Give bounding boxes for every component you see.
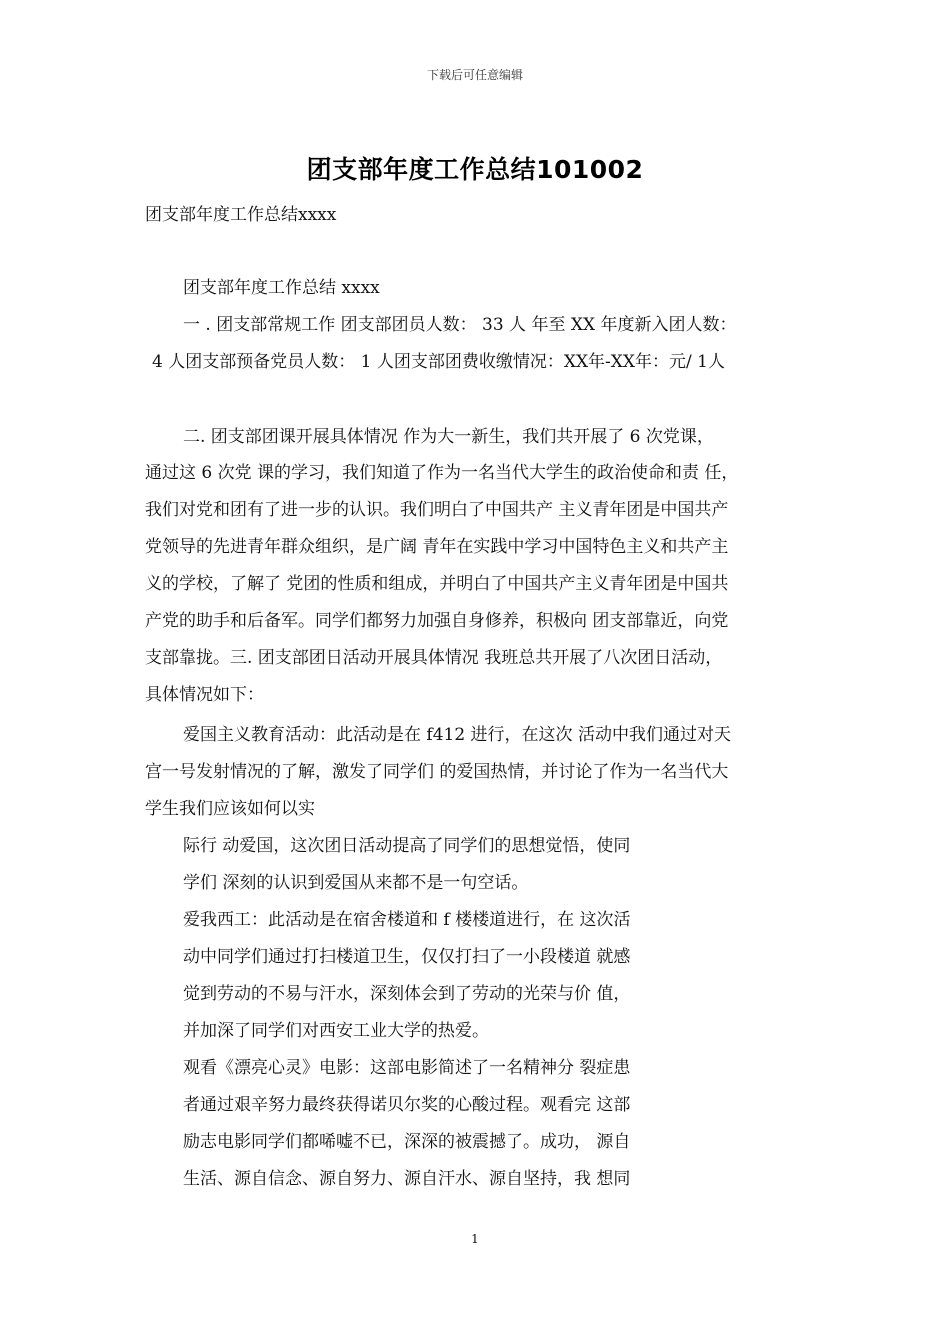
body-line: 爱国主义教育活动：此活动是在 f412 进行，在这次 活动中我们通过对天 (183, 725, 731, 745)
body-line: 学们 深刻的认识到爱国从来都不是一句空话。 (183, 873, 529, 893)
body-line: 产党的助手和后备军。同学们都努力加强自身修养，积极向 团支部靠近，向党 (145, 611, 729, 631)
body-line: 支部靠拢。三. 团支部团日活动开展具体情况 我班总共开展了八次团日活动， (145, 648, 723, 668)
body-line: 励志电影同学们都唏嘘不已，深深的被震撼了。成功， 源自 (183, 1132, 631, 1152)
body-line: 义的学校，了解了 党团的性质和组成，并明白了中国共产主义青年团是中国共 (145, 574, 729, 594)
body-line: 一 . 团支部常规工作 团支部团员人数： 33 人 年至 XX 年度新入团人数： (183, 315, 737, 335)
page-number: 1 (471, 1232, 479, 1246)
body-line: 具体情况如下： (145, 685, 264, 705)
body-line: 觉到劳动的不易与汗水，深刻体会到了劳动的光荣与价 值， (183, 984, 631, 1004)
body-line: 生活、源自信念、源自努力、源自汗水、源自坚持，我 想同 (183, 1169, 631, 1189)
body-line: 团支部年度工作总结 xxxx (183, 278, 380, 298)
body-line: 爱我西工：此活动是在宿舍楼道和 f 楼楼道进行，在 这次活 (183, 910, 631, 930)
body-line: 党领导的先进青年群众组织，是广阔 青年在实践中学习中国特色主义和共产主 (145, 537, 729, 557)
body-line: 际行 动爱国，这次团日活动提高了同学们的思想觉悟，使同 (183, 836, 631, 856)
body-line: 二. 团支部团课开展具体情况 作为大一新生，我们共开展了 6 次党课， (183, 427, 714, 447)
body-line: 者通过艰辛努力最终获得诺贝尔奖的心酸过程。观看完 这部 (183, 1095, 631, 1115)
body-line: 并加深了同学们对西安工业大学的热爱。 (183, 1021, 489, 1041)
body-line: 宫一号发射情况的了解，激发了同学们 的爱国热情，并讨论了作为一名当代大 (145, 762, 729, 782)
body-line: 4 人团支部预备党员人数： 1 人团支部团费收缴情况：XX年-XX年：元/ 1人 (152, 352, 725, 372)
body-line: 我们对党和团有了进一步的认识。我们明白了中国共产 主义青年团是中国共产 (145, 500, 729, 520)
document-subtitle: 团支部年度工作总结xxxx (145, 205, 337, 225)
page-header-note: 下载后可任意编辑 (426, 68, 523, 82)
body-line: 通过这 6 次党 课的学习，我们知道了作为一名当代大学生的政治使命和责 任， (145, 463, 739, 483)
body-line: 动中同学们通过打扫楼道卫生，仅仅打扫了一小段楼道 就感 (183, 947, 631, 967)
document-title: 团支部年度工作总结101002 (306, 155, 644, 184)
body-line: 观看《漂亮心灵》电影：这部电影简述了一名精神分 裂症患 (183, 1058, 631, 1078)
body-line: 学生我们应该如何以实 (145, 799, 315, 819)
